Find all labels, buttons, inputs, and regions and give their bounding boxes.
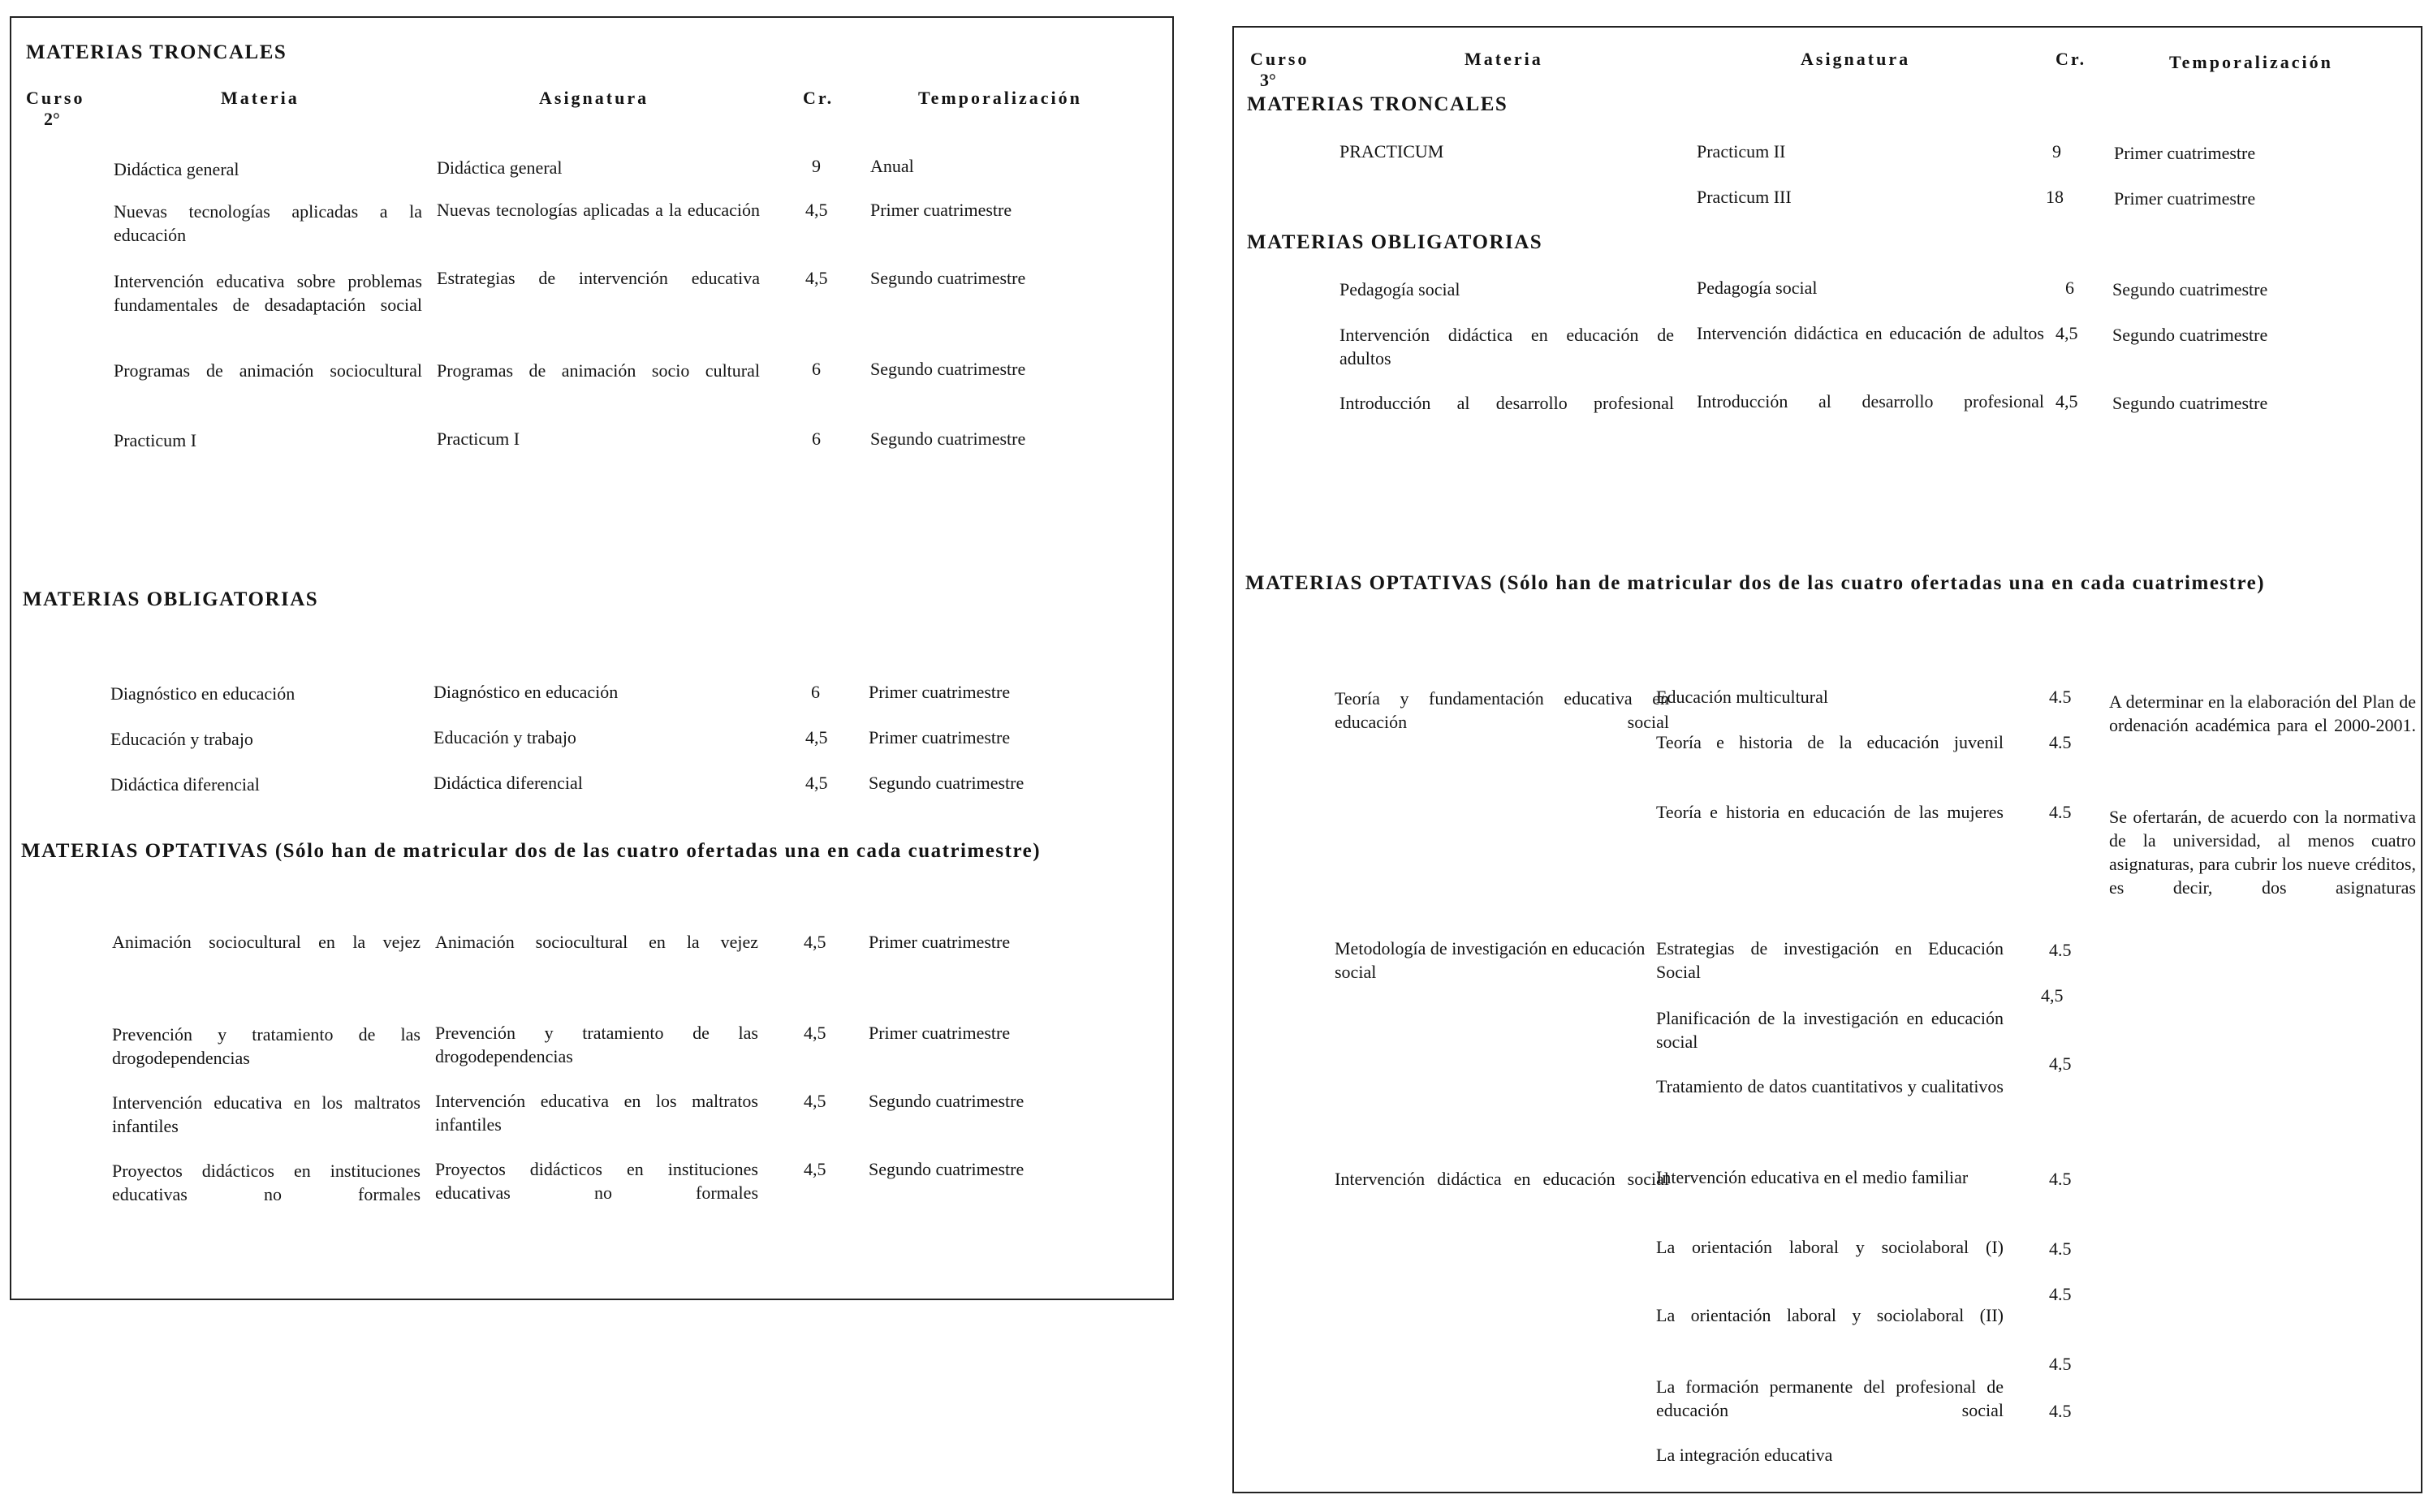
subject-credits: 6 — [811, 682, 820, 702]
subject-timing: Segundo cuatrimestre — [2112, 279, 2268, 299]
subject-materia: Didáctica diferencial — [110, 774, 260, 795]
header-curso: Curso — [26, 88, 85, 108]
subject-timing: Segundo cuatrimestre — [870, 359, 1026, 379]
subject-asignatura: La formación permanente del profesional de educación social — [1656, 1376, 2004, 1420]
subject-materia: Practicum I — [114, 430, 197, 450]
subject-credits: 4,5 — [2041, 985, 2064, 1006]
subject-timing: Segundo cuatrimestre — [2112, 393, 2268, 413]
subject-asignatura: Pedagogía social — [1697, 278, 1818, 298]
subject-asignatura: Diagnóstico en educación — [434, 682, 619, 702]
subject-timing: Primer cuatrimestre — [2114, 188, 2256, 209]
section-heading-troncales: MATERIAS TRONCALES — [1247, 93, 1508, 115]
subject-credits: 4,5 — [804, 1091, 826, 1111]
subject-timing: Primer cuatrimestre — [869, 932, 1011, 952]
optativa-materia: Teoría y fundamentación educativa en educación social — [1335, 688, 1669, 732]
subject-asignatura: Prevención y tratamiento de las drogodependencias — [435, 1023, 758, 1066]
header-asignatura: Asignatura — [539, 88, 649, 108]
subject-credits: 4.5 — [2049, 732, 2072, 752]
subject-credits: 4.5 — [2049, 1284, 2072, 1304]
subject-credits: 9 — [812, 156, 821, 176]
section-heading-optativas: MATERIAS OPTATIVAS (Sólo han de matricular dos de las cuatro ofertadas una en cada cuatrimestre) — [21, 840, 1042, 862]
subject-credits: 4,5 — [805, 727, 828, 747]
subject-materia: Educación y trabajo — [110, 729, 253, 749]
subject-credits: 18 — [2046, 187, 2064, 207]
subject-asignatura: Nuevas tecnologías aplicadas a la educación — [437, 200, 760, 220]
curso-number: 2° — [44, 109, 60, 129]
subject-timing: Segundo cuatrimestre — [2112, 325, 2268, 345]
section-heading-troncales: MATERIAS TRONCALES — [26, 41, 287, 63]
subject-materia: Intervención educativa sobre problemas fundamentales de desadaptación social — [114, 271, 422, 315]
subject-asignatura: La orientación laboral y sociolaboral (I) — [1656, 1237, 2004, 1257]
subject-credits: 4,5 — [2056, 391, 2078, 411]
subject-credits: 4.5 — [2049, 940, 2072, 960]
note-ofertaran: Se ofertarán, de acuerdo con la normativa de la universidad, al menos cuatro asignaturas, para cubrir los nueve créditos, es decir, dos asignaturas — [2109, 807, 2416, 898]
subject-asignatura: Estrategias de intervención educativa — [437, 268, 760, 288]
subject-materia: Programas de animación sociocultural — [114, 360, 422, 381]
subject-asignatura: Didáctica general — [437, 157, 563, 178]
subject-credits: 4.5 — [2049, 1401, 2072, 1421]
subject-credits: 4.5 — [2049, 802, 2072, 822]
subject-credits: 4,5 — [804, 932, 826, 952]
subject-materia: Pedagogía social — [1339, 279, 1460, 299]
subject-credits: 4,5 — [805, 200, 828, 220]
subject-credits: 4,5 — [805, 773, 828, 793]
header-temporalizacion: Temporalización — [918, 88, 1082, 108]
header-temporalizacion: Temporalización — [2169, 52, 2333, 72]
subject-materia: PRACTICUM — [1339, 141, 1444, 162]
subject-credits: 4,5 — [804, 1023, 826, 1043]
optativa-materia: Metodología de investigación en educación social — [1335, 938, 1646, 982]
header-materia: Materia — [221, 88, 300, 108]
subject-credits: 9 — [2052, 141, 2061, 162]
subject-timing: Segundo cuatrimestre — [870, 268, 1026, 288]
subject-timing: Segundo cuatrimestre — [870, 429, 1026, 449]
subject-timing: Primer cuatrimestre — [869, 682, 1011, 702]
subject-asignatura: Teoría e historia de la educación juvenil — [1656, 732, 2004, 752]
subject-asignatura: Teoría e historia en educación de las mujeres — [1656, 802, 2004, 822]
section-heading-obligatorias: MATERIAS OBLIGATORIAS — [23, 588, 319, 610]
page-right — [1232, 26, 2422, 1493]
subject-credits: 4,5 — [2056, 323, 2078, 343]
subject-timing: Primer cuatrimestre — [869, 727, 1011, 747]
subject-asignatura: Educación y trabajo — [434, 727, 576, 747]
subject-credits: 6 — [812, 359, 821, 379]
subject-asignatura: Practicum I — [437, 429, 520, 449]
subject-timing: Primer cuatrimestre — [869, 1023, 1011, 1043]
subject-asignatura: Practicum II — [1697, 141, 1786, 162]
subject-timing: Primer cuatrimestre — [2114, 143, 2256, 163]
subject-asignatura: Intervención didáctica en educación de adultos — [1697, 323, 2044, 343]
subject-materia: Intervención didáctica en educación de adultos — [1339, 325, 1674, 368]
subject-asignatura: Animación sociocultural en la vejez — [435, 932, 758, 952]
subject-credits: 4,5 — [805, 268, 828, 288]
subject-asignatura: Educación multicultural — [1656, 687, 1828, 707]
subject-asignatura: Proyectos didácticos en instituciones educativas no formales — [435, 1159, 758, 1203]
subject-materia: Intervención educativa en los maltratos infantiles — [112, 1092, 421, 1136]
subject-asignatura: La orientación laboral y sociolaboral (II) — [1656, 1305, 2004, 1325]
subject-materia: Nuevas tecnologías aplicadas a la educación — [114, 201, 422, 245]
note-determinar: A determinar en la elaboración del Plan de ordenación académica para el 2000-2001. — [2109, 691, 2416, 735]
optativa-materia: Intervención didáctica en educación social — [1335, 1169, 1669, 1189]
header-curso: Curso — [1250, 49, 1309, 69]
subject-asignatura: Didáctica diferencial — [434, 773, 583, 793]
subject-credits: 6 — [812, 429, 821, 449]
header-cr: Cr. — [803, 88, 835, 108]
section-heading-obligatorias: MATERIAS OBLIGATORIAS — [1247, 231, 1543, 253]
subject-asignatura: La integración educativa — [1656, 1445, 1833, 1465]
subject-materia: Prevención y tratamiento de las drogodependencias — [112, 1024, 421, 1068]
header-cr: Cr. — [2056, 49, 2087, 69]
subject-timing: Segundo cuatrimestre — [869, 773, 1025, 793]
subject-timing: Anual — [870, 156, 914, 176]
subject-asignatura: Estrategias de investigación en Educación Social — [1656, 938, 2004, 982]
subject-asignatura: Introducción al desarrollo profesional — [1697, 391, 2044, 411]
curso-number: 3° — [1260, 70, 1276, 90]
header-materia: Materia — [1465, 49, 1543, 69]
subject-asignatura: Planificación de la investigación en educación social — [1656, 1008, 2004, 1052]
subject-asignatura: Tratamiento de datos cuantitativos y cualitativos — [1656, 1076, 2004, 1096]
section-heading-optativas: MATERIAS OPTATIVAS (Sólo han de matricular dos de las cuatro ofertadas una en cada cuatrimestre) — [1245, 572, 2266, 594]
subject-asignatura: Intervención educativa en los maltratos infantiles — [435, 1091, 758, 1135]
subject-asignatura: Programas de animación socio cultural — [437, 360, 760, 381]
subject-timing: Segundo cuatrimestre — [869, 1091, 1025, 1111]
subject-timing: Primer cuatrimestre — [870, 200, 1012, 220]
header-asignatura: Asignatura — [1801, 49, 1911, 69]
subject-materia: Didáctica general — [114, 159, 239, 179]
subject-asignatura: Intervención educativa en el medio familiar — [1656, 1167, 1969, 1187]
subject-materia: Proyectos didácticos en instituciones educativas no formales — [112, 1161, 421, 1204]
subject-credits: 4.5 — [2049, 1169, 2072, 1189]
subject-materia: Introducción al desarrollo profesional — [1339, 393, 1674, 413]
page-left — [10, 16, 1174, 1300]
subject-credits: 4,5 — [2049, 1053, 2072, 1074]
subject-materia: Animación sociocultural en la vejez — [112, 932, 421, 952]
subject-credits: 4.5 — [2049, 687, 2072, 707]
subject-asignatura: Practicum III — [1697, 187, 1792, 207]
subject-credits: 6 — [2065, 278, 2074, 298]
subject-credits: 4.5 — [2049, 1238, 2072, 1259]
subject-timing: Segundo cuatrimestre — [869, 1159, 1025, 1179]
subject-materia: Diagnóstico en educación — [110, 683, 295, 704]
subject-credits: 4.5 — [2049, 1354, 2072, 1374]
subject-credits: 4,5 — [804, 1159, 826, 1179]
